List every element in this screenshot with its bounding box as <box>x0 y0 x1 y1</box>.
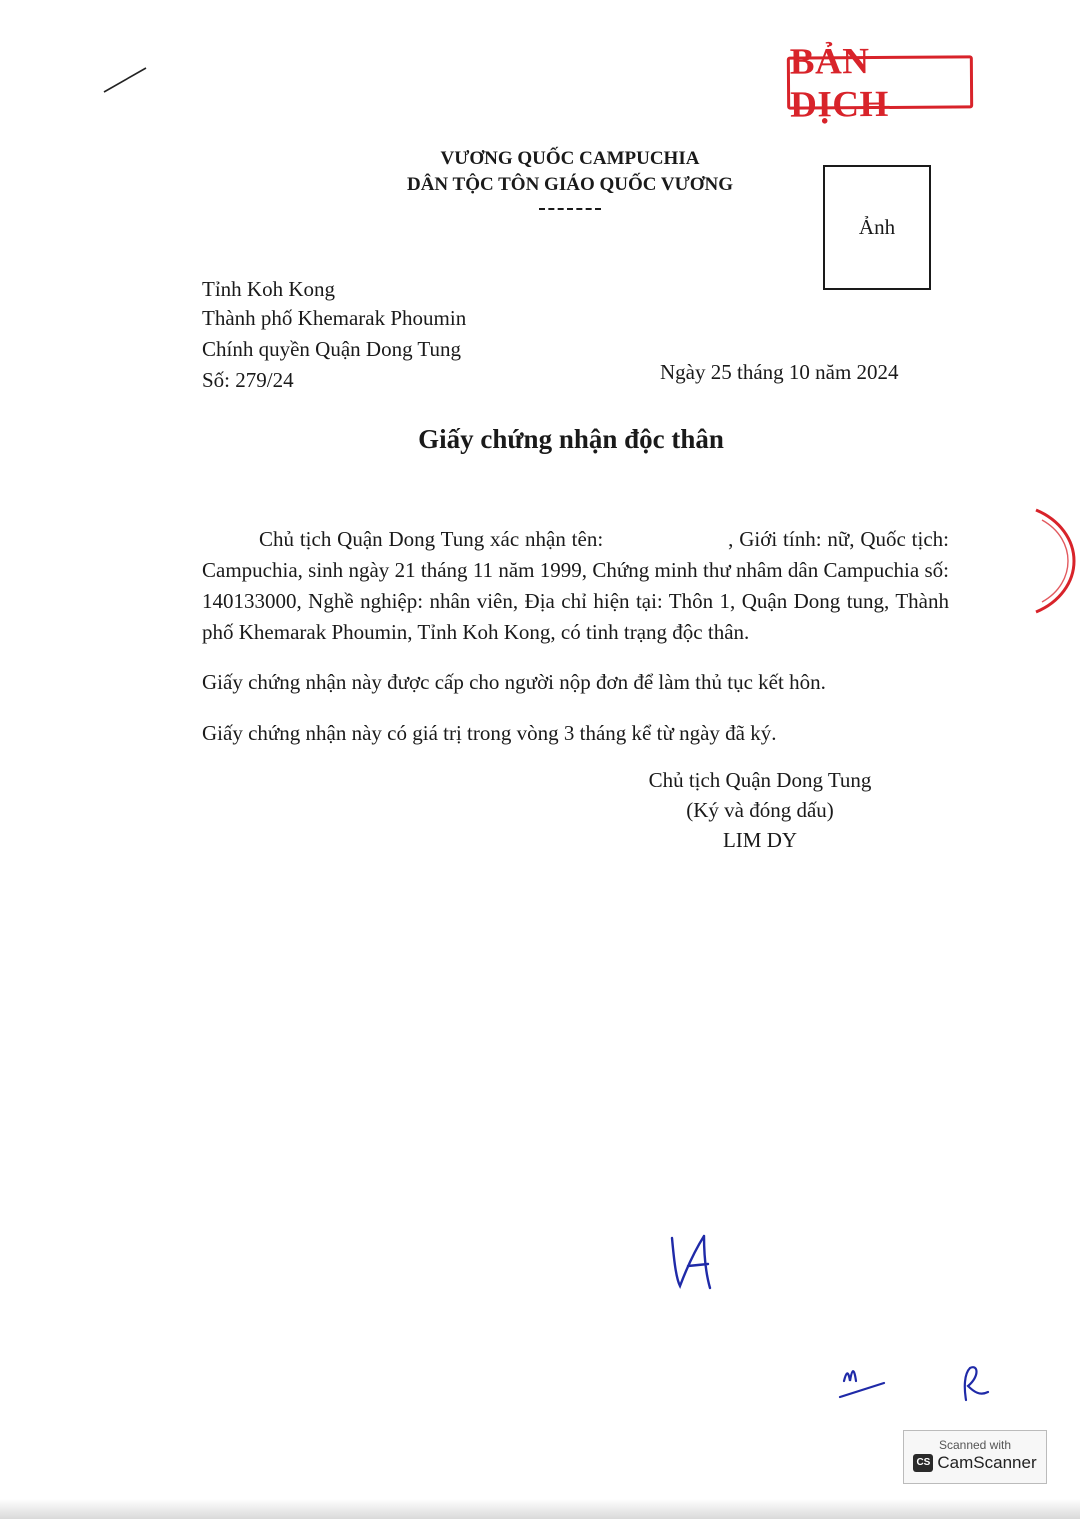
official-seal-edge <box>1016 506 1076 616</box>
page-bottom-edge <box>0 1499 1080 1519</box>
document-number: Số: 279/24 <box>202 368 294 392</box>
camscanner-watermark <box>903 1430 1047 1484</box>
body-paragraph-3: Giấy chứng nhận này có giá trị trong vòng 3 tháng kể từ ngày đã ký. <box>202 721 777 745</box>
translation-stamp: BẢN DỊCH <box>787 55 973 109</box>
pen-mark-icon <box>100 62 160 102</box>
signature-block <box>600 765 920 855</box>
scanner-caption: Scanned with <box>938 1438 1012 1452</box>
issuer-city: Thành phố Khemarak Phoumin <box>202 306 467 330</box>
scanner-brand: CamScanner <box>937 1453 1037 1472</box>
issuer-province: Tỉnh Koh Kong <box>202 277 335 301</box>
photo-label: Ảnh <box>858 215 896 239</box>
header-motto: DÂN TỘC TÔN GIÁO QUỐC VƯƠNG <box>406 174 734 195</box>
body-paragraph-2: Giấy chứng nhận này được cấp cho người nộp đơn để làm thủ tục kết hôn. <box>202 670 826 694</box>
signature-note: (Ký và đóng dấu) <box>686 798 834 822</box>
header-kingdom: VƯƠNG QUỐC CAMPUCHIA <box>440 148 700 169</box>
photo-placeholder <box>823 165 931 290</box>
handwritten-initials <box>664 1230 718 1294</box>
handwritten-initials <box>958 1362 992 1404</box>
handwritten-initials <box>834 1355 890 1401</box>
document-title: Giấy chứng nhận độc thân <box>418 424 724 454</box>
signatory-role: Chủ tịch Quận Dong Tung <box>648 768 872 792</box>
body-paragraph-1 <box>202 524 949 648</box>
body-p1-end: , Giới tính: nữ, Quốc tịch: Campuchia, sinh ngày 21 tháng 11 năm 1999, Chứng minh thư nhâm dân Campuchia số: 140133000, Nghề nghiệp: nhân viên, Địa chỉ hiện tại: Thôn 1, Quận Dong tung, Thành phố Khemarak Phoumin, Tỉnh Koh Kong, có tinh trạng độc thân. <box>202 527 949 644</box>
header-separator <box>539 208 601 210</box>
issue-date: Ngày 25 tháng 10 năm 2024 <box>660 360 899 384</box>
camscanner-logo-icon: CS <box>913 1454 933 1472</box>
signatory-name: LIM DY <box>722 828 798 852</box>
issuer-district: Chính quyền Quận Dong Tung <box>202 337 462 361</box>
body-p1-start: Chủ tịch Quận Dong Tung xác nhận tên: <box>259 527 604 551</box>
